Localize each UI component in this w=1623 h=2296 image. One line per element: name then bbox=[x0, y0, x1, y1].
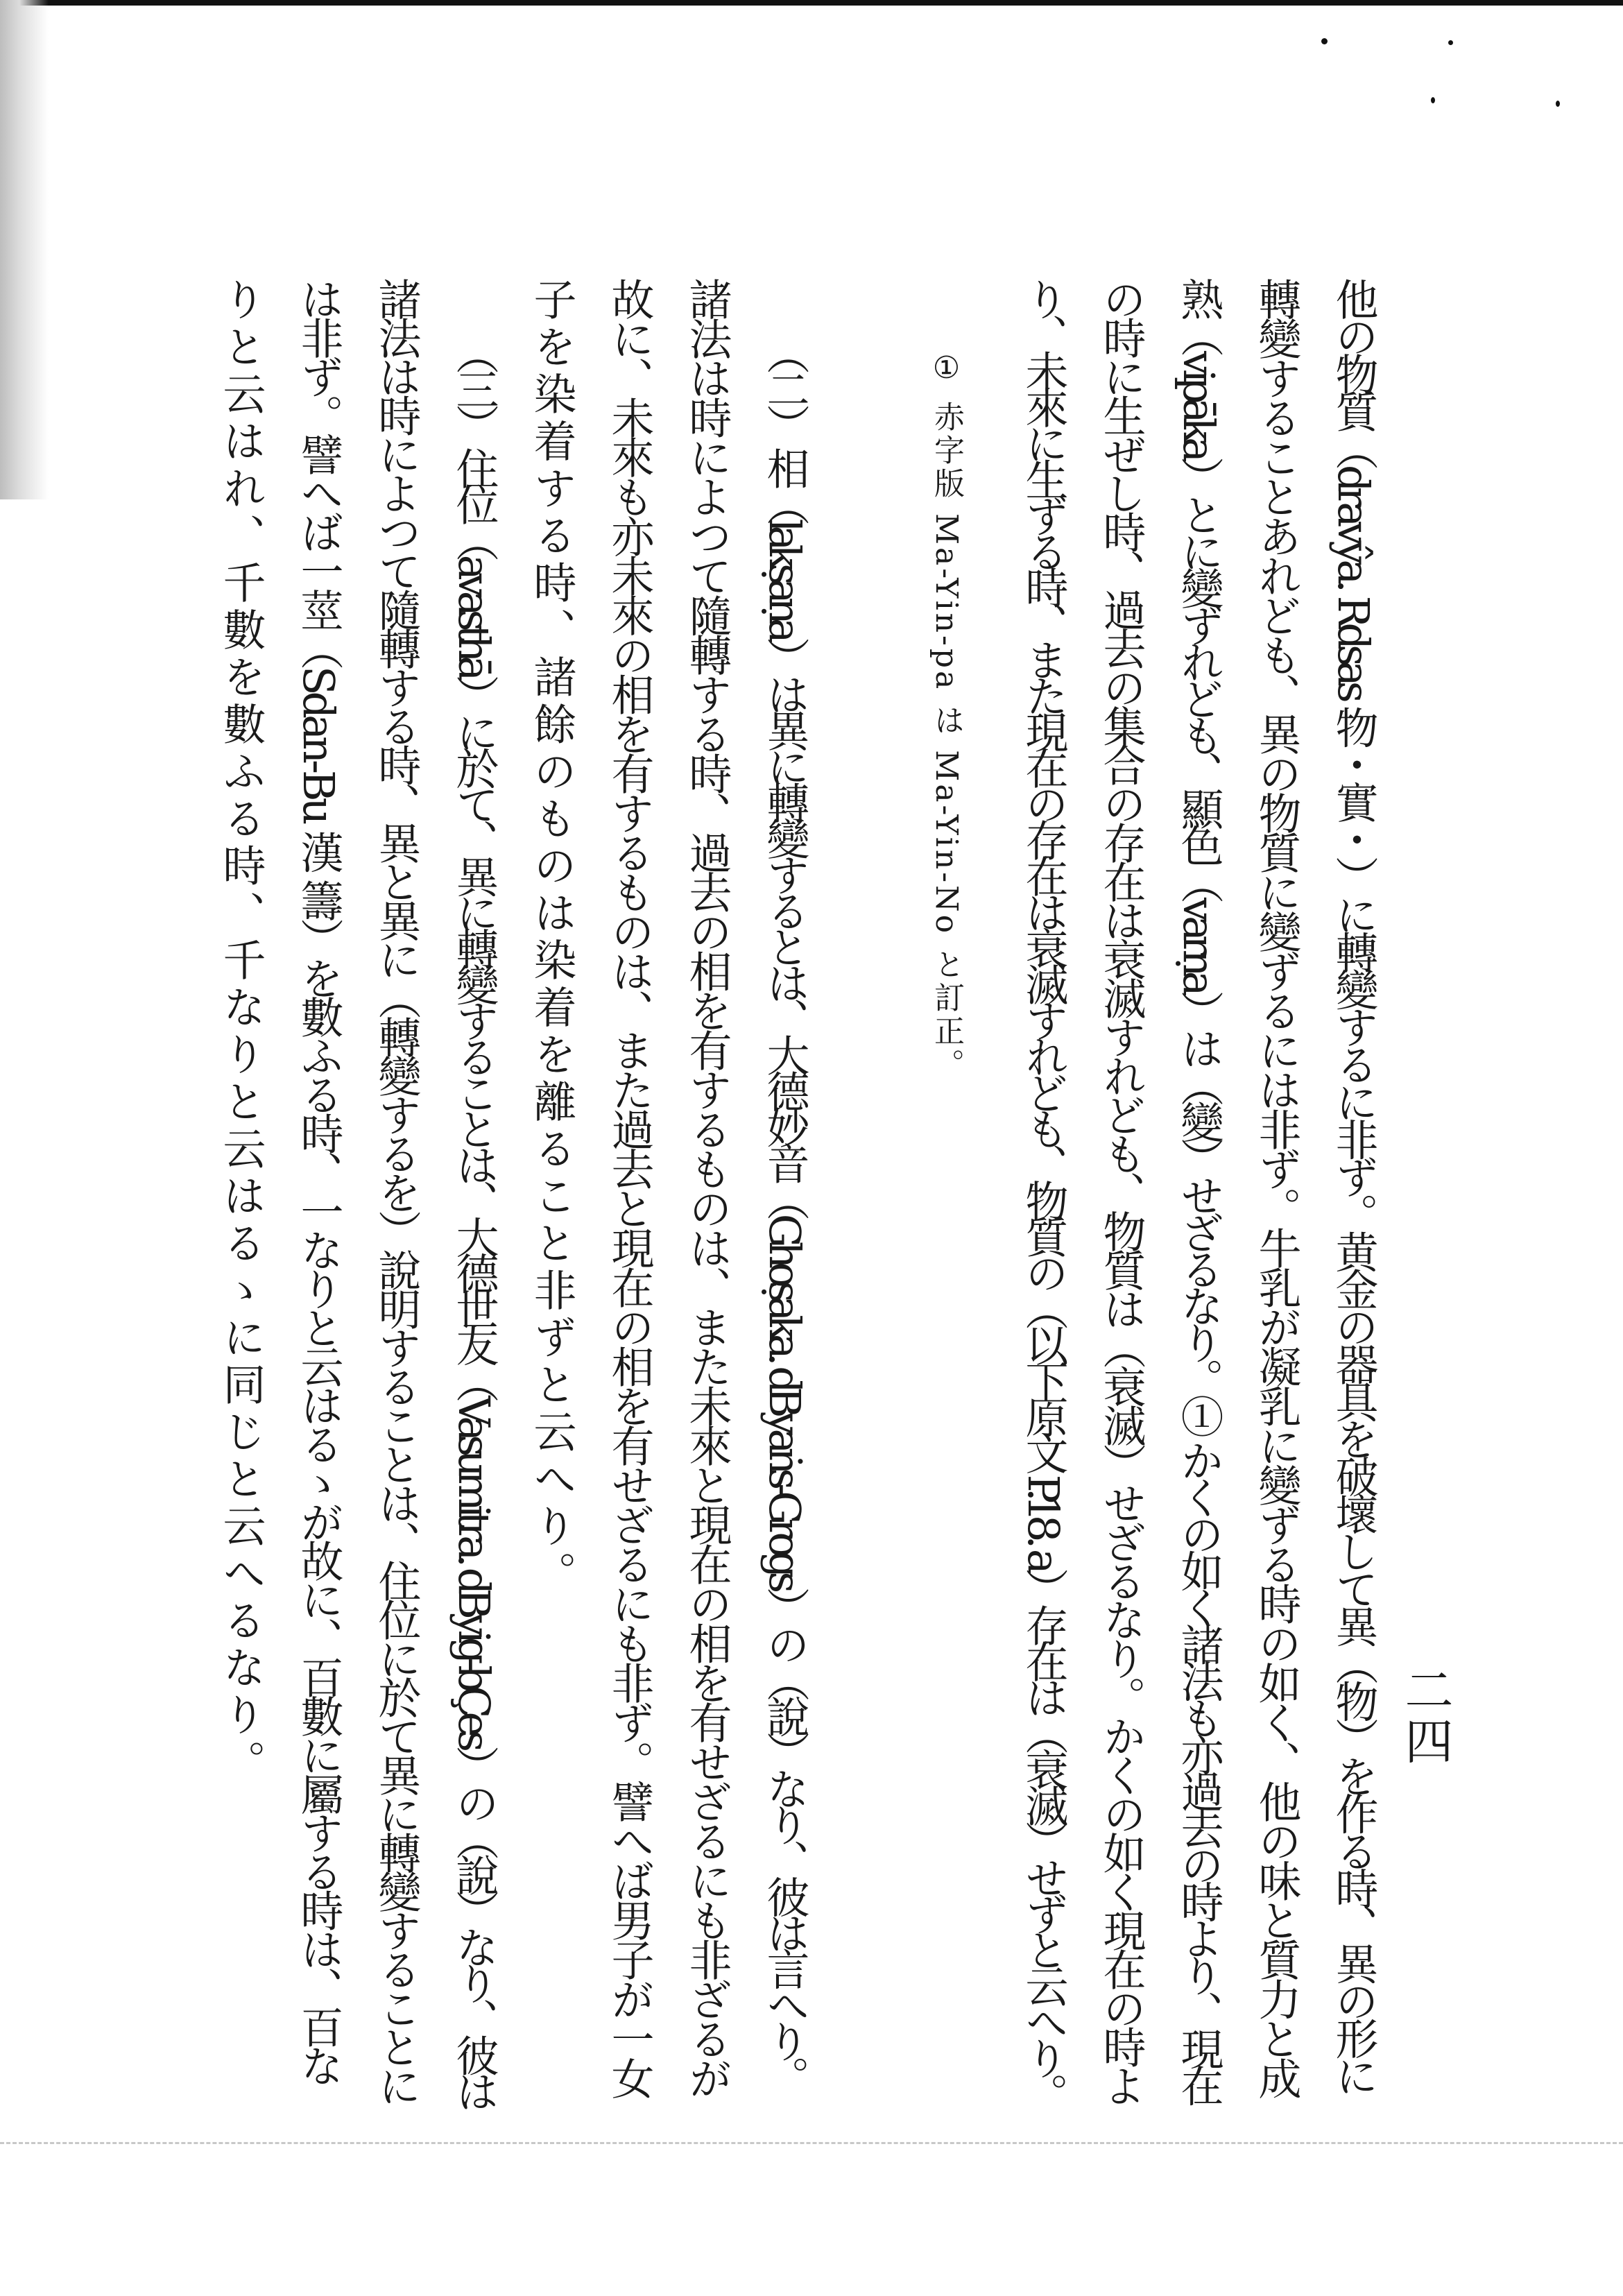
section-2-column: 諸法は時によつて隨轉する時、過去の相を有するものは、また未來と現在の相を有せざるにも非ざるが bbox=[682, 277, 732, 2096]
body-column: 他の物質（dravŷa. Rdsas 物・實・）に轉變するに非ず。黄金の器具を破壞して異（物）を作る時、異の形に bbox=[1328, 277, 1379, 2092]
section-2-column: 故に、未來も亦未來の相を有するものは、また過去と現在の相を有せざるにも非ず。譬へば男子が一女 bbox=[604, 277, 655, 2096]
scan-speck bbox=[1556, 101, 1560, 107]
page-top-rule bbox=[0, 0, 1623, 6]
scan-edge-line bbox=[0, 2142, 1623, 2144]
section-2-column: （二） 相（lakṣaṇa）は異に轉變するとは、大德妙音（Ghoṣaka. dByaṅs-Grogs）の（說）なり、彼は言へり。 bbox=[759, 332, 810, 2092]
body-column: の時に生ぜし時、過去の集合の存在は衰滅すれども、物質は（衰滅）せざるなり。かくの如く現在の時よ bbox=[1096, 277, 1147, 2103]
body-column: り、未來に生ずる時、また現在の存在は衰滅すれども、物質の（以下原文 P.18. a）存在は（衰滅）せずと云へり。 bbox=[1018, 277, 1069, 2109]
scan-speck bbox=[1431, 97, 1435, 103]
scan-speck bbox=[1321, 38, 1328, 44]
section-3-column: は非ず。譬へば一莖（Sdan-Bu 漢 籌）を數ふる時、一なりと云はるゝが故に、百數に屬する時は、百な bbox=[293, 277, 344, 2083]
binding-shadow bbox=[0, 0, 49, 499]
section-3-column: （三） 住位（avasthā）に於て、異に轉變することは、大德世友（Vasumitra. dByig-bÇes）の（說）なり、彼は bbox=[449, 332, 499, 2107]
section-3-column: りと云はれ、千數を數ふる時、千なりと云はるゝに同じと云へるなり。 bbox=[216, 277, 266, 1787]
section-2-column: 子を染着する時、諸餘のものは染着を離ること非ずと云へり。 bbox=[526, 277, 577, 1598]
scan-speck bbox=[1448, 40, 1453, 45]
body-column: 轉變することあれども、異の物質に變ずるには非ず。牛乳が凝乳に變ずる時の如く、他の味と質力と成 bbox=[1251, 277, 1302, 2096]
section-3-column: 諸法は時によつて隨轉する時、異と異に（轉變するを）說明することは、住位に於て異に轉變することに bbox=[371, 277, 422, 2103]
body-column: 熟（vipāka）とに變ずれども、顯色（varṇa）は（變）せざるなり。① かくの如く諸法も亦過去の時より、現在 bbox=[1174, 277, 1224, 2101]
page-number: 二四 bbox=[1397, 1665, 1454, 1767]
footnote: ① 赤字版 Ma-Yin-pa は Ma-Yin-No と訂正。 bbox=[929, 350, 964, 1082]
